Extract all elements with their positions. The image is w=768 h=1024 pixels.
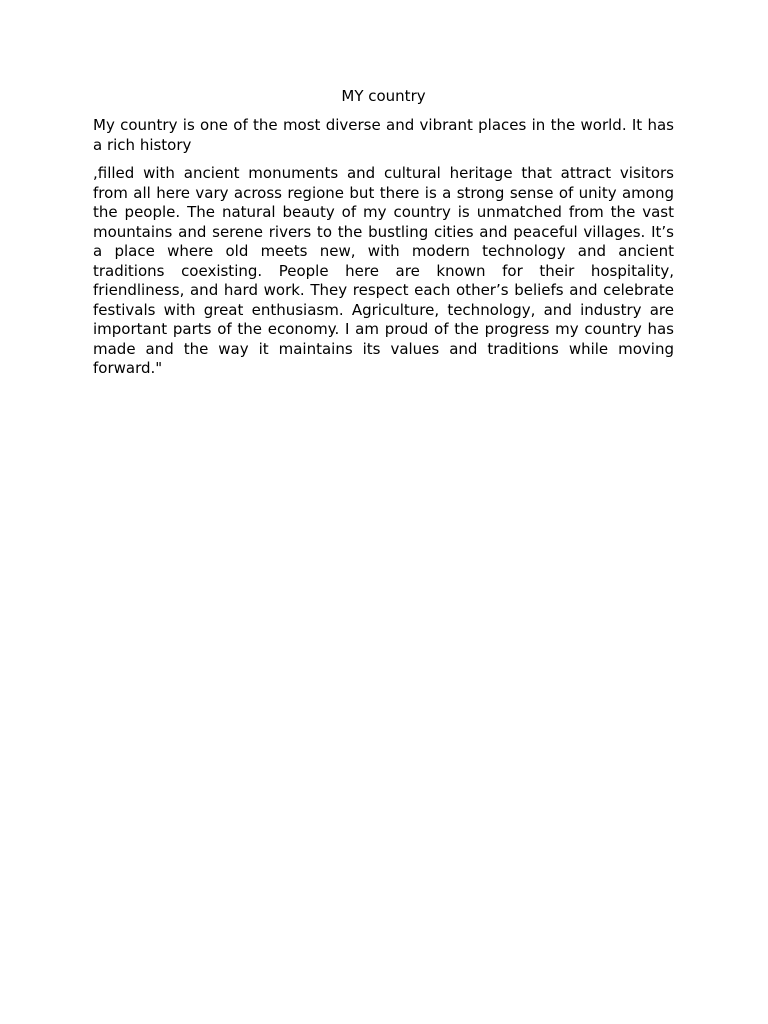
paragraph-intro: My country is one of the most diverse and vibrant places in the world. It has a rich history bbox=[93, 116, 674, 154]
document-title: MY country bbox=[341, 87, 426, 105]
paragraph-main: ,filled with ancient monuments and cultural heritage that attract visitors from all here vary across regione but there is a strong sense of unity among the people. The natural beauty of my country is unmatched from the vast mountains and serene rivers to the bustling cities and peaceful villages. It’s a place where old meets new, with modern technology and ancient traditions coexisting. People here are known for their hospitality, friendliness, and hard work. They respect each other’s beliefs and celebrate festivals with great enthusiasm. Agriculture, technology, and industry are important parts of the economy. I am proud of the progress my country has made and the way it maintains its values and traditions while moving forward." bbox=[93, 164, 674, 377]
document-body bbox=[93, 86, 674, 388]
